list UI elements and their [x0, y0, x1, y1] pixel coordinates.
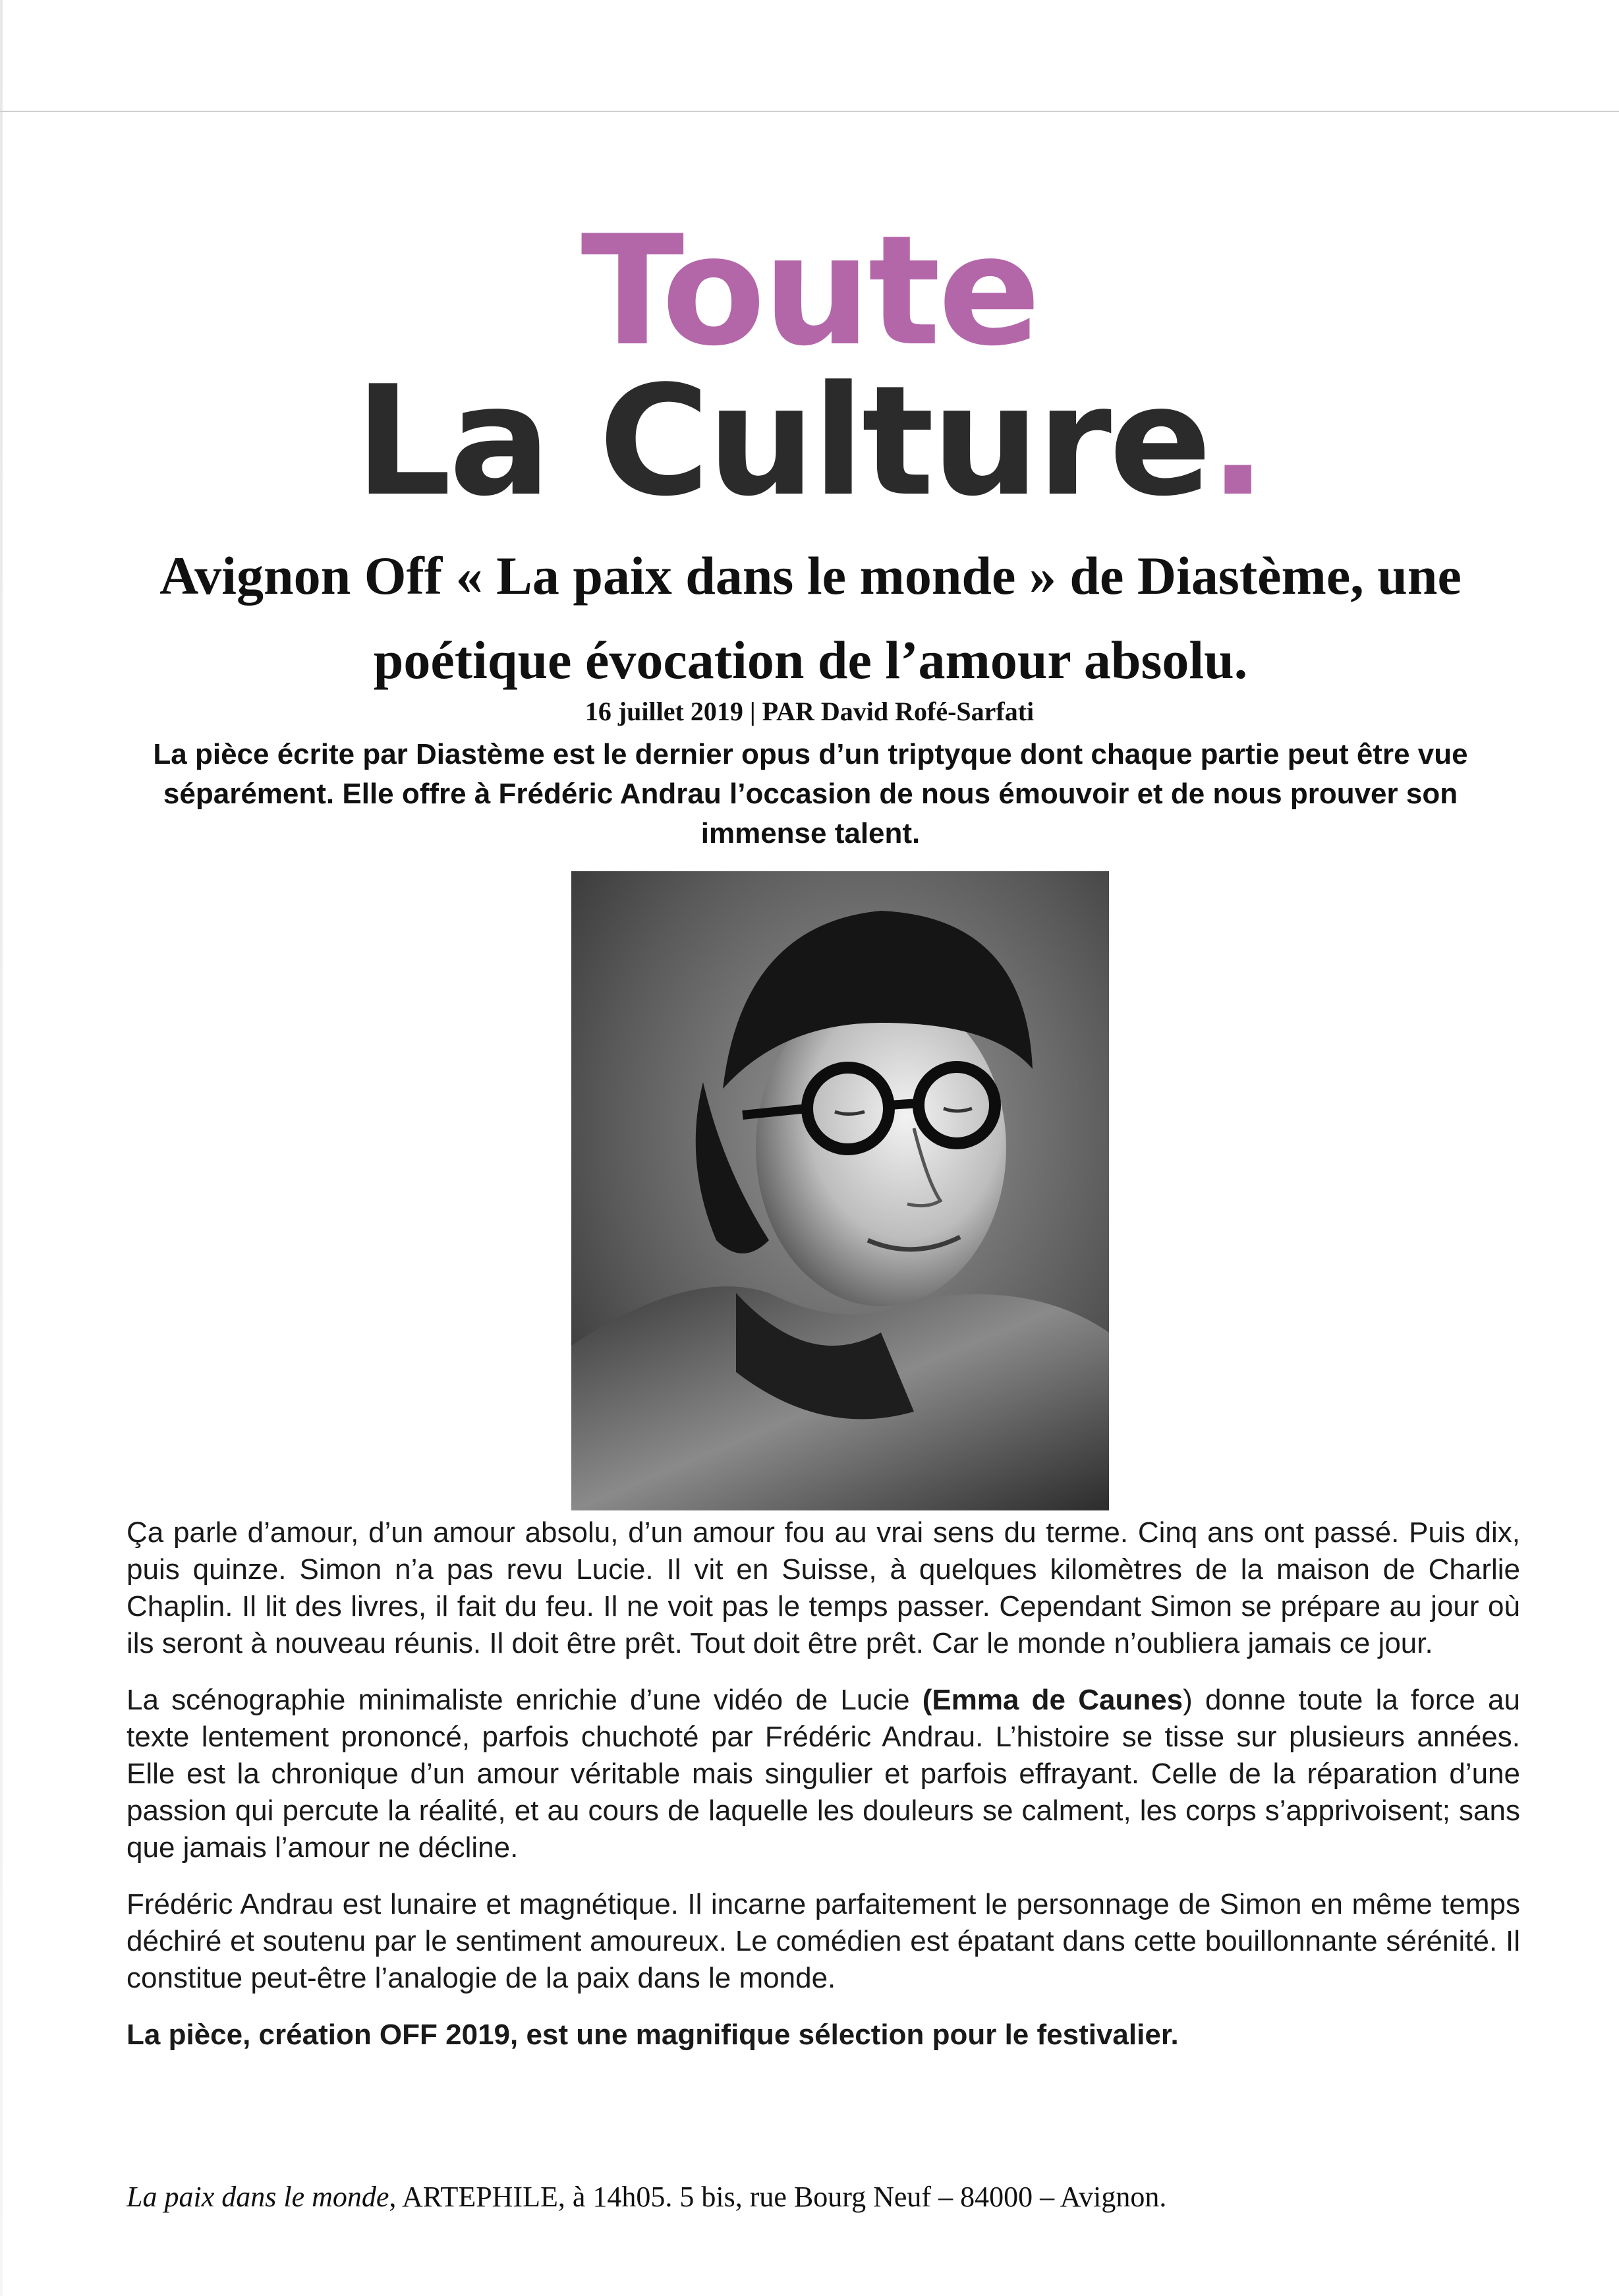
portrait-illustration	[571, 871, 1109, 1510]
actress-name: (Emma de Caunes	[922, 1684, 1183, 1716]
article-paragraph	[127, 1682, 1520, 1866]
article-body	[127, 1514, 1520, 2073]
article-byline: 16 juillet 2019 | PAR David Rofé-Sarfati	[584, 697, 1035, 726]
article-lead: La pièce écrite par Diastème est le dernier opus d’un triptyque dont chaque partie peut être vue séparément. Elle offre à Frédéric Andrau l’occasion de nous émouvoir et de nous prouver son immense talent.	[153, 738, 1468, 849]
article-headline: Avignon Off « La paix dans le monde » de Diastème, une poétique évocation de l’amour absolu.	[159, 546, 1462, 690]
portrait-photo	[571, 871, 1109, 1510]
logo-line-la-culture	[0, 354, 1619, 530]
article-conclusion: La pièce, création OFF 2019, est une magnifique sélection pour le festivalier.	[127, 2019, 1179, 2051]
logo-dot: .	[1208, 354, 1264, 530]
show-info-footer	[127, 2180, 1520, 2214]
paragraph-text: ) donne toute la force au texte lentement prononcé, parfois chuchoté par Frédéric Andrau. L’histoire se tisse sur plusieurs années. Elle est la chronique d’un amour véritable mais singulier et parfois effrayant. Celle de la réparation d’une passion qui percute la réalité, et au cours de laquelle les douleurs se calment, les corps s’apprivoisent; sans que jamais l’amour ne décline.	[127, 1684, 1520, 1864]
article-paragraph: Ça parle d’amour, d’un amour absolu, d’un amour fou au vrai sens du terme. Cinq ans ont passé. Puis dix, puis quinze. Simon n’a pas revu Lucie. Il vit en Suisse, à quelques kilomètres de la maison de Charlie Chaplin. Il lit des livres, il fait du feu. Il ne voit pas le temps passer. Cependant Simon se prépare au jour où ils seront à nouveau réunis. Il doit être prêt. Tout doit être prêt. Car le monde n’oubliera jamais ce jour.	[127, 1516, 1520, 1659]
logo-words-la-culture: La Culture	[355, 354, 1209, 530]
logo-word-toute: Toute	[581, 204, 1038, 380]
logo-line-toute	[0, 204, 1619, 380]
show-title: La paix dans le monde	[127, 2181, 389, 2213]
top-divider	[0, 111, 1619, 112]
article-paragraph: Frédéric Andrau est lunaire et magnétique. Il incarne parfaitement le personnage de Simon en même temps déchiré et soutenu par le sentiment amoureux. Le comédien est épatant dans cette bouillonnante sérénité. Il constitue peut-être l’analogie de la paix dans le monde.	[127, 1888, 1520, 1994]
paragraph-text: La scénographie minimaliste enrichie d’une vidéo de Lucie	[127, 1684, 923, 1716]
show-details: , ARTEPHILE, à 14h05. 5 bis, rue Bourg Neuf – 84000 – Avignon.	[389, 2181, 1167, 2213]
